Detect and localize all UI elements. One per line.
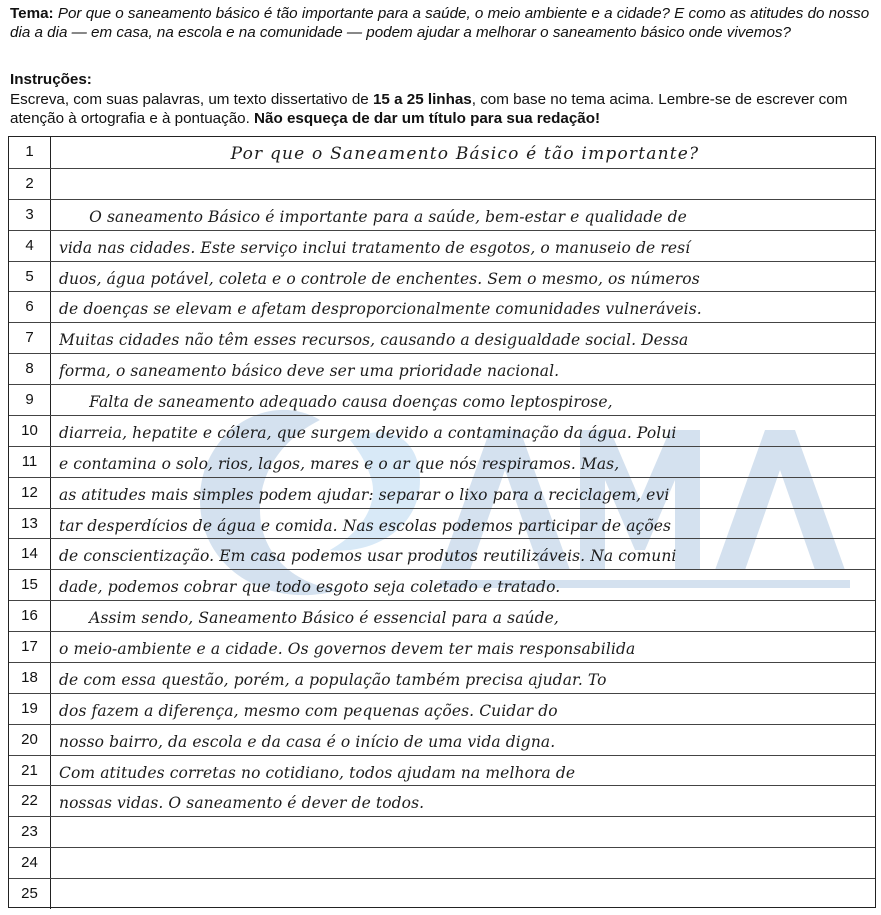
essay-line [9,322,875,353]
line-number: 10 [9,416,51,446]
essay-line [9,384,875,415]
instructions-line-count: 15 a 25 linhas [372,91,472,108]
line-number: 24 [9,848,51,878]
handwritten-text: as atitudes mais simples podem ajudar: separar o lixo para a reciclagem, evi [59,485,670,504]
essay-line [9,415,875,446]
handwritten-text [59,817,871,847]
line-number: 6 [9,292,51,322]
line-number: 22 [9,786,51,816]
handwritten-text: duos, água potável, coleta e o controle de enchentes. Sem o mesmo, os números [59,269,700,288]
essay-line [9,168,875,199]
handwritten-text: dade, podemos cobrar que todo esgoto seja coletado e tratado. [59,578,561,597]
line-number: 1 [9,137,51,168]
handwritten-text: diarreia, hepatite e cólera, que surgem devido a contaminação da água. Polui [59,423,677,442]
essay-line [9,755,875,786]
handwritten-text: Muitas cidades não têm esses recursos, causando a desigualdade social. Dessa [59,331,689,350]
instructions-text [10,90,876,128]
essay-line [9,353,875,384]
line-number: 2 [9,169,51,199]
essay-title-handwritten: Por que o Saneamento Básico é tão importante? [230,144,700,164]
handwritten-text: Com atitudes corretas no cotidiano, todos ajudam na melhora de [59,763,576,782]
essay-line [9,847,875,878]
essay-line [9,693,875,724]
line-number: 18 [9,663,51,693]
handwritten-text: dos fazem a diferença, mesmo com pequenas ações. Cuidar do [59,701,558,720]
essay-line [9,816,875,847]
handwritten-text: nossas vidas. O saneamento é dever de todos. [59,794,425,813]
handwritten-text [59,169,871,199]
line-number: 15 [9,570,51,600]
line-number: 16 [9,601,51,631]
handwritten-text: e contamina o solo, rios, lagos, mares e o ar que nós respiramos. Mas, [59,454,620,473]
essay-line [9,785,875,816]
line-number: 21 [9,756,51,786]
handwritten-text [59,879,871,909]
prompt-question: Por que o saneamento básico é tão importante para a saúde, o meio ambiente e a cidade? E como as atitudes do nosso dia a dia — em casa, na escola e na comunidade — podem ajudar a melhorar o saneamento básico onde vivemos? [10,5,870,41]
line-number: 13 [9,509,51,539]
essay-line [9,230,875,261]
line-number: 4 [9,231,51,261]
essay-line [9,878,875,909]
line-number: 25 [9,879,51,909]
line-number: 19 [9,694,51,724]
handwritten-text: nosso bairro, da escola e da casa é o início de uma vida digna. [59,732,556,751]
essay-line [9,724,875,755]
essay-line [9,569,875,600]
line-number: 9 [9,385,51,415]
handwritten-text: o meio-ambiente e a cidade. Os governos devem ter mais responsabilida [59,640,636,659]
answer-sheet [8,136,876,908]
essay-line [9,508,875,539]
handwritten-text: forma, o saneamento básico deve ser uma prioridade nacional. [59,362,560,381]
handwritten-text: O saneamento Básico é importante para a saúde, bem-estar e qualidade de [59,207,687,226]
handwritten-text [59,848,871,878]
essay-line [9,261,875,292]
handwritten-text: tar desperdícios de água e comida. Nas escolas podemos participar de ações [59,516,672,535]
prompt [10,4,872,42]
prompt-label: Tema: [10,5,54,22]
essay-line [9,477,875,508]
essay-line [9,137,875,168]
instructions-part1: Escreva, com suas palavras, um texto dissertativo de [10,91,373,108]
line-number: 20 [9,725,51,755]
instructions-title: Instruções: [10,71,92,88]
line-number: 17 [9,632,51,662]
line-number: 3 [9,200,51,230]
handwritten-text: de conscientização. Em casa podemos usar produtos reutilizáveis. Na comuni [59,547,677,566]
line-number: 5 [9,262,51,292]
handwritten-text: de doenças se elevam e afetam desproporcionalmente comunidades vulneráveis. [59,300,702,319]
instructions-title-reminder: Não esqueça de dar um título para sua redação! [254,110,601,127]
line-number: 11 [9,447,51,477]
line-number: 14 [9,539,51,569]
handwritten-text: Assim sendo, Saneamento Básico é essencial para a saúde, [59,609,559,628]
instructions-part2: , com base no tema acima. Lembre-se de escrever com atenção à ortografia e à pontuação. [10,91,848,127]
line-number: 8 [9,354,51,384]
line-number: 23 [9,817,51,847]
essay-line [9,538,875,569]
line-number: 12 [9,478,51,508]
handwritten-text: de com essa questão, porém, a população também precisa ajudar. To [59,670,607,689]
handwritten-text: Falta de saneamento adequado causa doenças como leptospirose, [59,393,613,412]
essay-line [9,662,875,693]
essay-line [9,600,875,631]
line-number: 7 [9,323,51,353]
essay-line [9,291,875,322]
handwritten-text: vida nas cidades. Este serviço inclui tratamento de esgotos, o manuseio de resí [59,238,691,257]
essay-line [9,631,875,662]
essay-line [9,446,875,477]
essay-line [9,199,875,230]
